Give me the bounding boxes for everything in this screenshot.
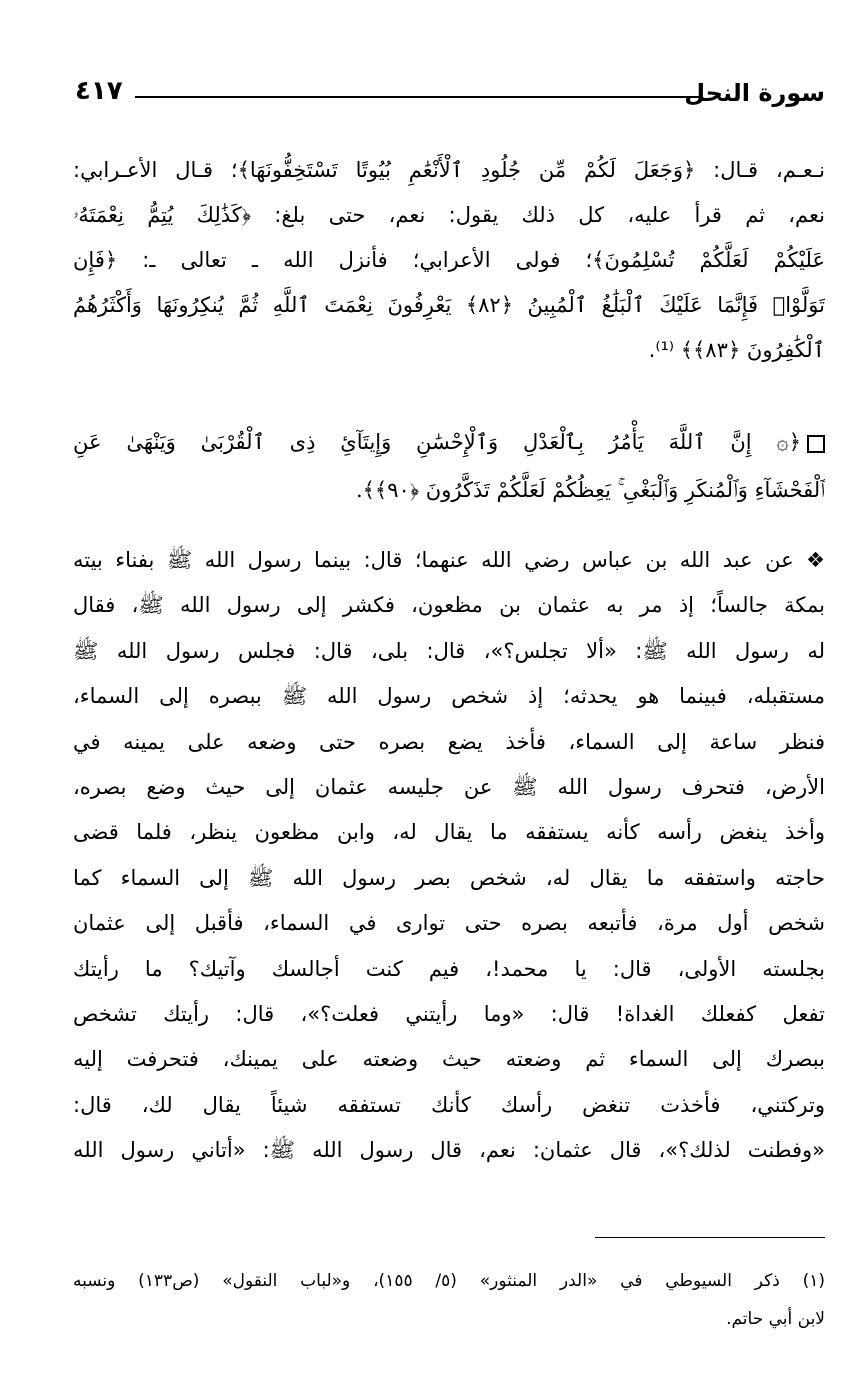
text-line: فنظر ساعة إلى السماء، فأخذ يضع بصره حتى وضعه على يمينه في [73, 729, 825, 754]
footnote-rule [595, 1237, 825, 1238]
text-line: شخص أول مرة، فأتبعه بصره حتى توارى في السماء، فأقبل إلى عثمان [73, 911, 825, 936]
surah-title: سورة النحل [684, 79, 825, 107]
footnote-line: لابن أبي حاتم. [726, 1309, 825, 1329]
hadith-paragraph [73, 538, 825, 1173]
text-line: تَوَلَّوْا۟ فَإِنَّمَا عَلَيْكَ ٱلْبَلَٰغُ ٱلْمُبِينُ ﴿٨٢﴾ يَعْرِفُونَ نِعْمَتَ ٱللَّهِ ثُمَّ يُنكِرُونَهَا وَأَكْثَرُهُمُ [73, 293, 825, 317]
text-line: ببصرك إلى السماء ثم وضعته حيث وضعته على يمينك، فتحرفت إليه [73, 1047, 825, 1072]
paragraph-1 [73, 148, 825, 373]
page-header [75, 70, 825, 120]
quran-verse-block [73, 418, 825, 514]
text-line: مستقبله، فبينما هو يحدثه؛ إذ شخص رسول الله ﷺ ببصره إلى السماء، [73, 684, 825, 709]
text-line: حاجته واستفقه ما يقال له، شخص بصر رسول الله ﷺ إلى السماء كما [73, 865, 825, 890]
square-marker-icon [807, 435, 825, 453]
text-line: وأخذ ينغض رأسه كأنه يستفقه ما يقال له، وابن مظعون ينظر، فلما قضى [73, 820, 825, 845]
footnote-line: (١) ذكر السيوطي في «الدر المنثور» (٥/ ١٥٥)، و«لباب النقول» (ص١٣٣) ونسبه [73, 1271, 825, 1291]
text-line: عَلَيْكُمْ لَعَلَّكُمْ تُسْلِمُونَ﴾؛ فولى الأعرابي؛ فأنزل الله ـ تعالى ـ: ﴿فَإِن [73, 248, 825, 272]
text-line: «وفطنت لذلك؟»، قال عثمان: نعم، قال رسول الله ﷺ: «أتاني رسول الله [73, 1138, 825, 1163]
page-number: ٤١٧ [75, 76, 123, 106]
verse-line [73, 418, 825, 466]
text-line: نـعـم، قـال: ﴿وَجَعَلَ لَكُمْ مِّن جُلُودِ ٱلْأَنْعَٰمِ بُيُوتًا تَسْتَخِفُّونَهَا﴾؛ قـال الأعـرابي: [73, 158, 825, 182]
text-line: وتركتني، فأخذت تنغض رأسك كأنك تستفقه شيئاً يقال لك، قال: [73, 1092, 825, 1117]
verse-line: ٱلْفَحْشَآءِ وَٱلْمُنكَرِ وَٱلْبَغْىِ ۚ يَعِظُكُمْ لَعَلَّكُمْ تَذَكَّرُونَ ﴿٩٠﴾﴾. [355, 478, 825, 502]
text-line: ٱلْكَٰفِرُونَ ﴿٨٣﴾﴾ ⁽¹⁾. [648, 338, 825, 362]
text-line: بمكة جالساً؛ إذ مر به عثمان بن مظعون، فكشر إلى رسول الله ﷺ، فقال [73, 593, 825, 618]
footnote [73, 1262, 825, 1338]
verse-text: ﴿۞ إِنَّ ٱللَّهَ يَأْمُرُ بِٱلْعَدْلِ وَٱلْإِحْسَٰنِ وَإِيتَآئِ ذِى ٱلْقُرْبَىٰ وَيَنْهَىٰ عَنِ [73, 430, 801, 454]
text-line: ❖ عن عبد الله بن عباس رضي الله عنهما؛ قال: بينما رسول الله ﷺ بفناء بيته [73, 548, 825, 572]
text-line: تفعل كفعلك الغداة! قال: «وما رأيتني فعلت؟»، قال: رأيتك تشخص [73, 1001, 825, 1026]
header-rule [135, 96, 703, 98]
text-line: بجلسته الأولى، قال: يا محمد!، فيم كنت أجالسك وآتيك؟ ما رأيتك [73, 956, 825, 981]
text-line: نعم، ثم قرأ عليه، كل ذلك يقول: نعم، حتى بلغ: ﴿كَذَٰلِكَ يُتِمُّ نِعْمَتَهُۥ [73, 203, 825, 227]
text-line: له رسول الله ﷺ: «ألا تجلس؟»، قال: بلى، قال: فجلس رسول الله ﷺ [73, 638, 825, 663]
text-line: الأرض، فتحرف رسول الله ﷺ عن جليسه عثمان إلى حيث وضع بصره، [73, 774, 825, 799]
